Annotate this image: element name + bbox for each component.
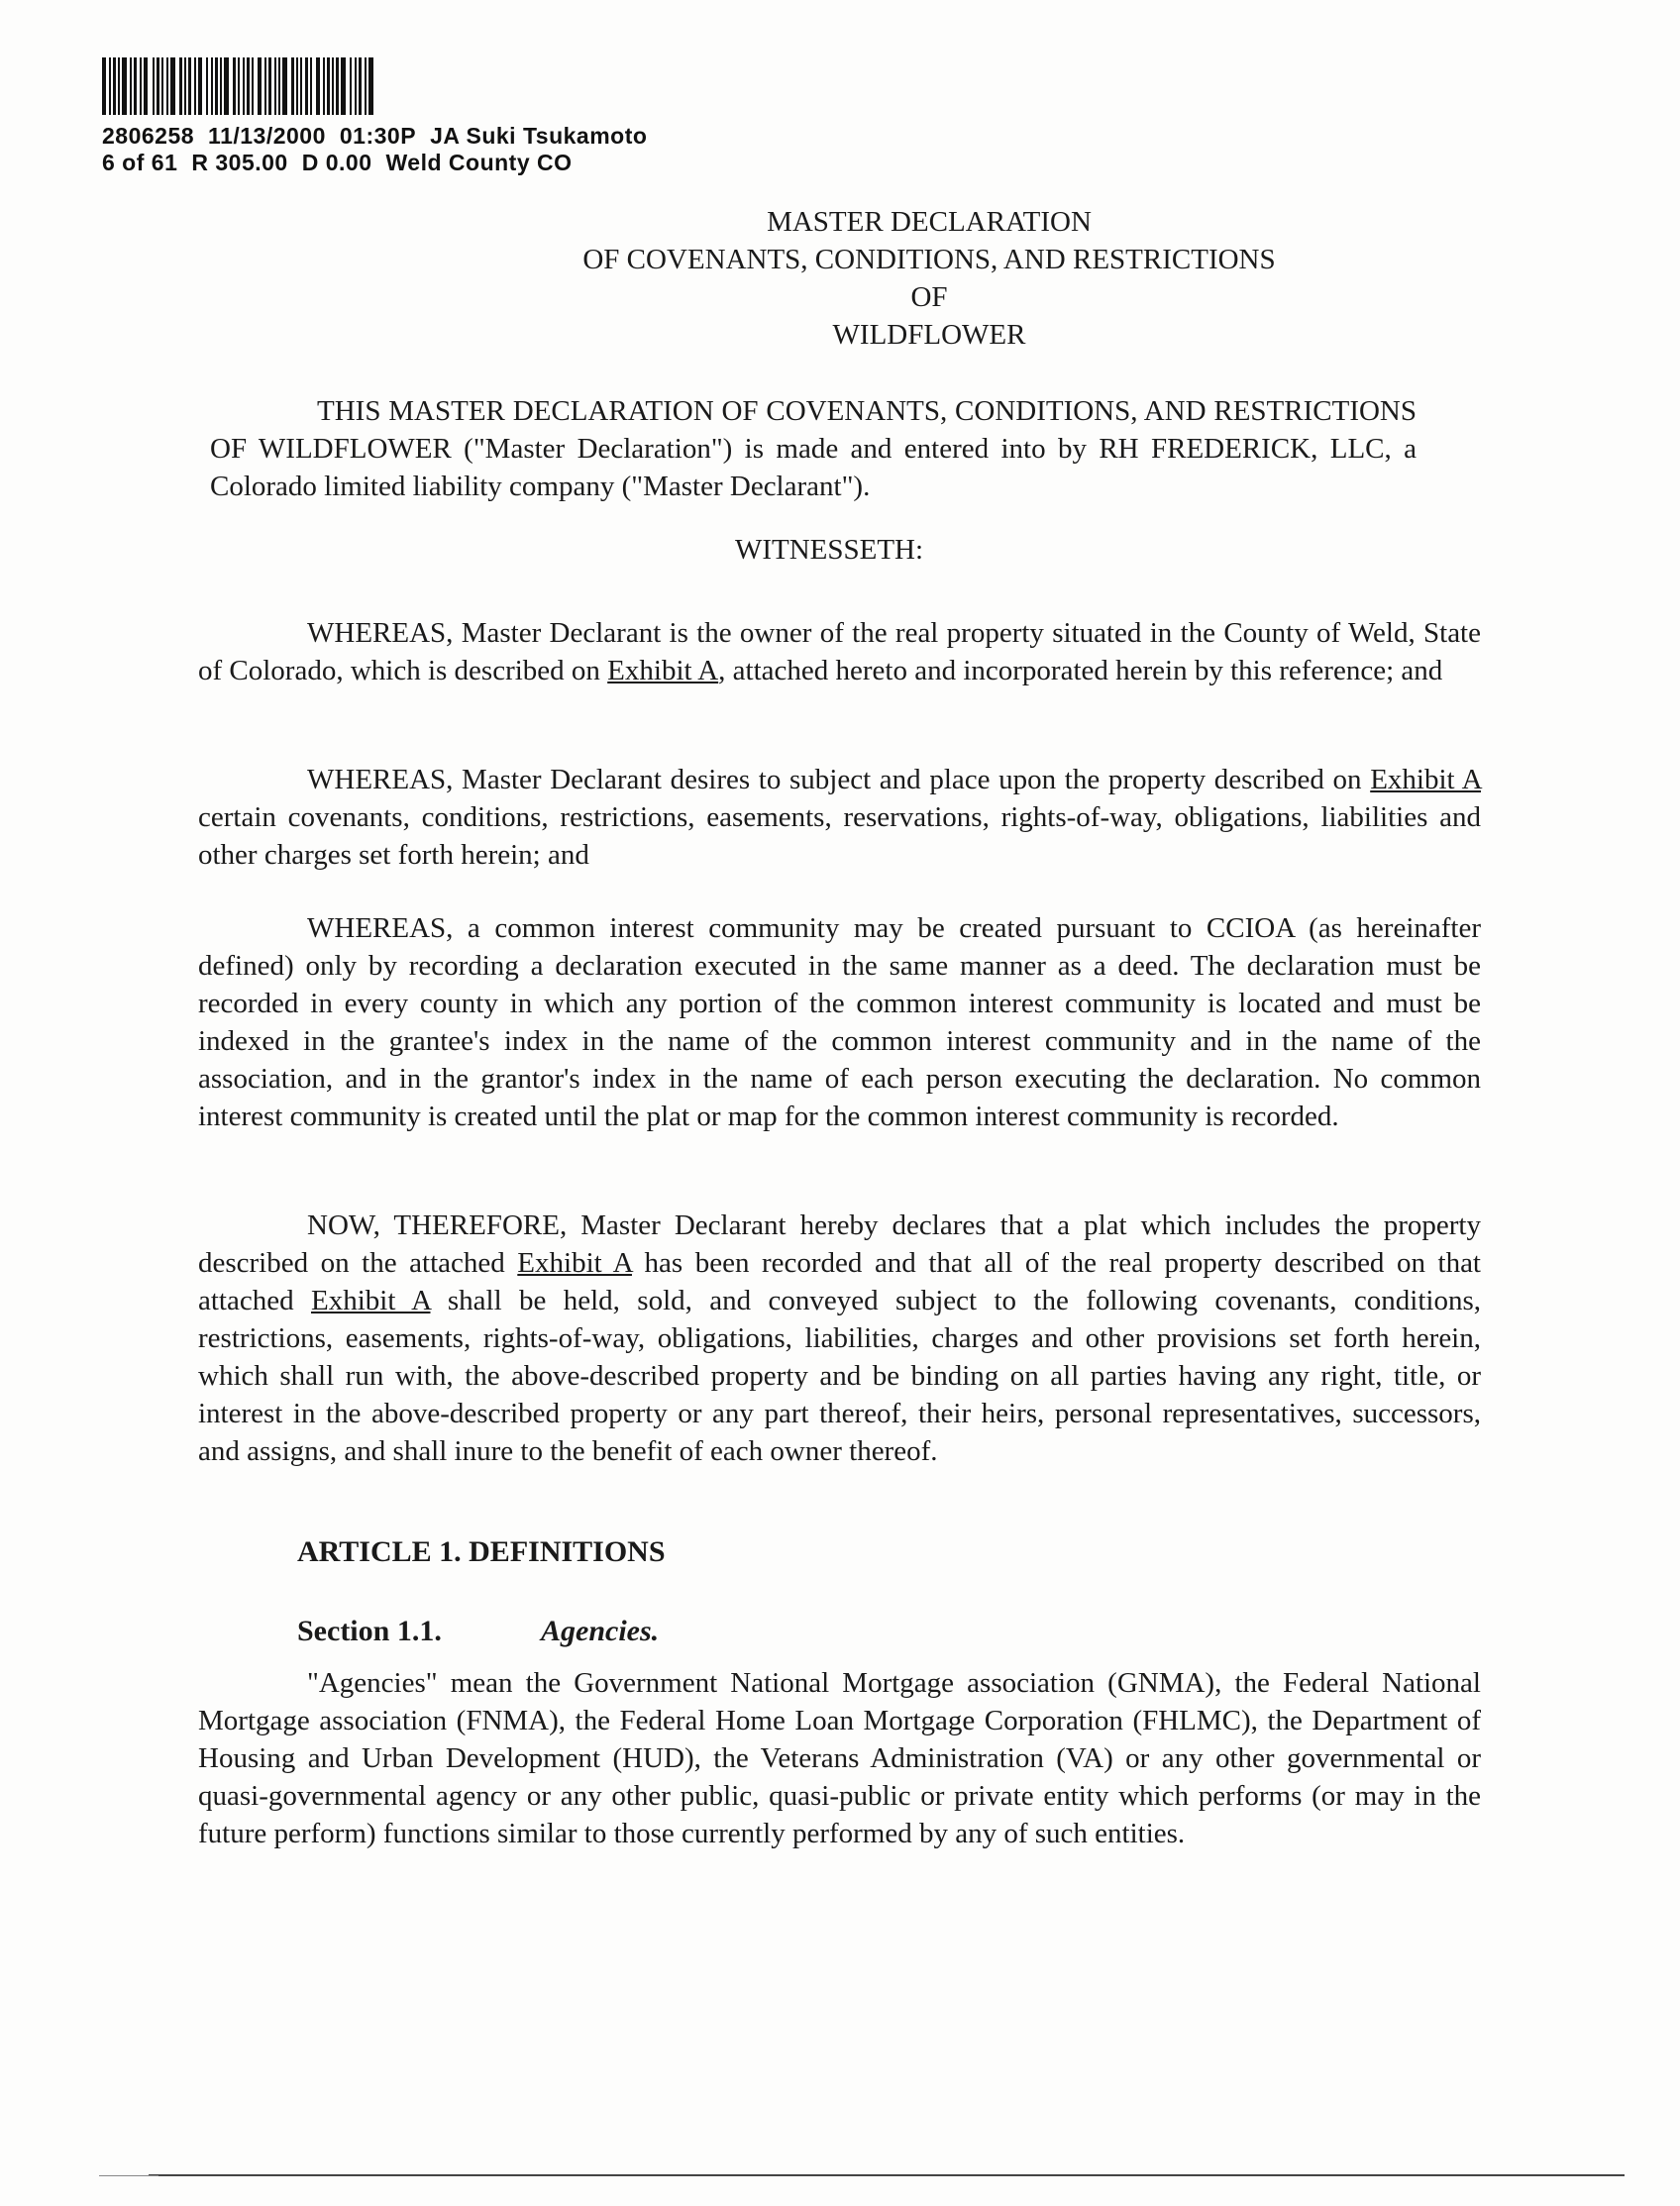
county: Weld County CO <box>385 150 573 175</box>
whereas-paragraph-2 <box>198 761 1481 874</box>
recording-time: 01:30P <box>339 123 417 149</box>
title-line-1: MASTER DECLARATION <box>767 206 1092 238</box>
barcode <box>102 57 795 115</box>
stamp-line-1 <box>102 123 795 150</box>
section-number: Section 1.1. <box>297 1615 442 1647</box>
recording-date: 11/13/2000 <box>208 123 326 149</box>
whereas-2-text-end: certain covenants, conditions, restrictions, easements, reservations, rights-of-way, obligations, liabilities and other charges set forth herein; and <box>198 801 1481 871</box>
section-name: Agencies. <box>541 1615 660 1647</box>
footer-rule-stub <box>99 2175 158 2176</box>
whereas-2-text: WHEREAS, Master Declarant desires to subject and place upon the property described on <box>307 764 1371 795</box>
witnesseth-heading <box>210 531 1432 569</box>
now-therefore-text-1: NOW, THEREFORE, Master Declarant hereby declares that a plat which includes the property described on the attached <box>198 1209 1481 1279</box>
exhibit-a-reference: Exhibit A <box>517 1247 632 1279</box>
page-count: 6 of 61 <box>102 150 178 175</box>
barcode-bar <box>368 57 373 115</box>
whereas-1-text: WHEREAS, Master Declarant is the owner of the real property situated in the County of Weld, State of Colorado, which is described on <box>198 617 1481 686</box>
exhibit-a-reference: Exhibit A <box>607 655 719 686</box>
agencies-text: "Agencies" mean the Government National Mortgage association (GNMA), the Federal National Mortgage association (FNMA), the Federal Home Loan Mortgage Corporation (FHLMC), the Department of Housing and Urban Development (HUD), the Veterans Administration (VA) or any other governmental or quasi-governmental agency or any other public, quasi-public or private entity which performs (or may in the future perform) functions similar to those currently performed by any of such entities. <box>198 1667 1481 1849</box>
agencies-paragraph <box>198 1664 1481 1852</box>
intro-text: THIS MASTER DECLARATION OF COVENANTS, CONDITIONS, AND RESTRICTIONS OF WILDFLOWER ("Master Declaration") is made and entered into by RH FREDERICK, LLC, a Colorado limited liability company ("Master Declarant"). <box>210 395 1417 502</box>
recording-fee: R 305.00 <box>191 150 288 175</box>
title-line-4: WILDFLOWER <box>832 319 1026 351</box>
exhibit-a-reference: Exhibit A <box>310 1285 431 1316</box>
recording-stamp <box>102 57 795 176</box>
doc-fee: D 0.00 <box>301 150 372 175</box>
title-line-2: OF COVENANTS, CONDITIONS, AND RESTRICTIONS <box>582 244 1276 275</box>
now-therefore-text-2: has been recorded and that all of the real property described on that attached <box>198 1247 1481 1316</box>
whereas-3-text: WHEREAS, a common interest community may be created pursuant to CCIOA (as hereinafter defined) only by recording a declaration executed in the same manner as a deed. The declaration must be recorded in every county in which any portion of the common interest community is located and must be indexed in the grantee's index in the name of the common interest community and in the name of the association, and in the grantor's index in the name of each person executing the declaration. No common interest community is created until the plat or map for the common interest community is recorded. <box>198 912 1481 1132</box>
section-heading <box>297 1613 659 1650</box>
whereas-1-text-end: , attached hereto and incorporated herein by this reference; and <box>718 655 1443 686</box>
footer-rule <box>149 2174 1625 2176</box>
article-heading: ARTICLE 1. DEFINITIONS <box>297 1535 666 1568</box>
intro-paragraph <box>210 392 1417 505</box>
stamp-line-2 <box>102 150 795 176</box>
now-therefore-text-3: shall be held, sold, and conveyed subject to the following covenants, conditions, restrictions, easements, rights-of-way, obligations, liabilities, charges and other provisions set forth herein, which shall run with, the above-described property and be binding on all parties having any right, title, or interest in the above-described property or any part thereof, their heirs, personal representatives, successors, and assigns, and shall inure to the benefit of each owner thereof. <box>198 1285 1481 1467</box>
whereas-paragraph-1 <box>198 614 1481 689</box>
now-therefore-paragraph <box>198 1207 1481 1470</box>
recorder-name: JA Suki Tsukamoto <box>430 123 648 149</box>
document-title <box>0 203 1680 354</box>
witnesseth-text: WITNESSETH: <box>734 534 924 566</box>
title-line-3: OF <box>910 281 948 313</box>
exhibit-a-reference: Exhibit A <box>1370 764 1481 795</box>
whereas-paragraph-3 <box>198 909 1481 1135</box>
reception-number: 2806258 <box>102 123 195 149</box>
